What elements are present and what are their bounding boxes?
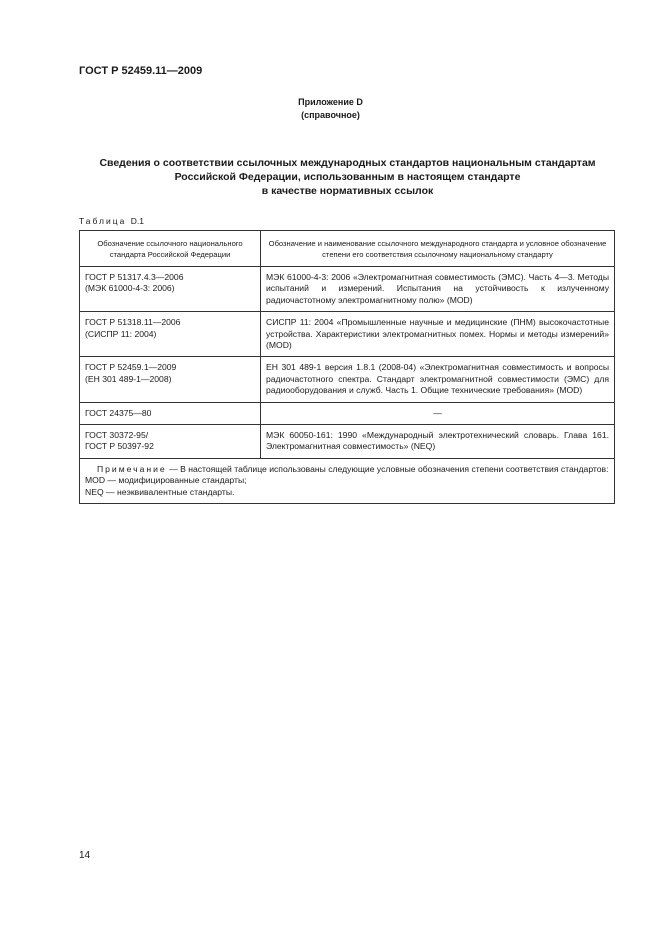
annex-heading bbox=[0, 96, 661, 122]
national-equivalent: (МЭК 61000-4-3: 2006) bbox=[85, 283, 175, 294]
national-code: ГОСТ 24375—80 bbox=[85, 407, 152, 418]
note-text: — В настоящей таблице использованы следующие условные обозначения степени соответствия стандартов: bbox=[166, 463, 609, 474]
cell-national bbox=[80, 357, 261, 402]
section-title bbox=[80, 156, 615, 198]
national-code: ГОСТ Р 51318.11—2006 bbox=[85, 317, 181, 328]
page-number: 14 bbox=[79, 850, 91, 861]
table-row bbox=[80, 357, 615, 402]
table-header-row bbox=[80, 231, 615, 267]
annex-subtitle: (справочное) bbox=[301, 110, 360, 120]
national-code: ГОСТ 30372-95/ bbox=[85, 430, 149, 441]
cell-national bbox=[80, 402, 261, 424]
annex-title: Приложение D bbox=[298, 97, 363, 107]
cell-international: МЭК 61000-4-3: 2006 «Электромагнитная совместимость (ЭМС). Часть 4—3. Методы испытаний и измерений. Испытания на устойчивость к излученному радиочастотному электромагнитному полю» (MOD) bbox=[261, 267, 615, 312]
title-line-3: в качестве нормативных ссылок bbox=[261, 185, 434, 197]
table-caption-number: D.1 bbox=[130, 216, 144, 226]
national-equivalent: (СИСПР 11: 2004) bbox=[85, 328, 157, 339]
national-code: ГОСТ Р 51317.4.3—2006 bbox=[85, 272, 184, 282]
table-note-row bbox=[80, 458, 615, 503]
cell-international: — bbox=[261, 402, 615, 424]
note-intro bbox=[85, 464, 609, 475]
national-equivalent: ГОСТ Р 50397-92 bbox=[85, 441, 154, 452]
cell-international: СИСПР 11: 2004 «Промышленные научные и медицинские (ПНМ) высокочастотные устройства. Характеристики электромагнитных помех. Нормы и методы измерений» (MOD) bbox=[261, 312, 615, 357]
cell-national bbox=[80, 267, 261, 312]
note-label: Примечание bbox=[96, 463, 167, 474]
cell-national bbox=[80, 425, 261, 459]
cell-international: МЭК 60050-161: 1990 «Международный электротехнический словарь. Глава 161. Электромагнитная совместимость» (NEQ) bbox=[261, 425, 615, 459]
national-equivalent: (ЕН 301 489-1—2008) bbox=[85, 373, 172, 384]
table-row bbox=[80, 267, 615, 312]
note-neq: NEQ — неэквивалентные стандарты. bbox=[85, 486, 235, 497]
document-code: ГОСТ Р 52459.11—2009 bbox=[79, 65, 203, 77]
header-international: Обозначение и наименование ссылочного международного стандарта и условное обозначение степени его соответствия ссылочному национальному стандарту bbox=[261, 231, 615, 267]
note-mod: MOD — модифицированные стандарты; bbox=[85, 475, 247, 486]
title-line-2: Российской Федерации, использованным в настоящем стандарте bbox=[174, 171, 521, 183]
table-row bbox=[80, 402, 615, 424]
table-note bbox=[80, 458, 615, 503]
table-row bbox=[80, 312, 615, 357]
table-caption-word: Таблица bbox=[79, 216, 127, 226]
title-line-1: Сведения о соответствии ссылочных международных стандартов национальным стандартам bbox=[99, 157, 596, 169]
header-national: Обозначение ссылочного национального стандарта Российской Федерации bbox=[80, 231, 261, 267]
table-caption bbox=[79, 216, 144, 226]
table-row bbox=[80, 425, 615, 459]
cell-international: ЕН 301 489-1 версия 1.8.1 (2008-04) «Электромагнитная совместимость и вопросы радиочастотного спектра. Стандарт электромагнитной совместимости (ЭМС) для радиооборудования и служб. Часть 1. Общие технические требования» (MOD) bbox=[261, 357, 615, 402]
standards-table bbox=[79, 230, 615, 504]
cell-national bbox=[80, 312, 261, 357]
national-code: ГОСТ Р 52459.1—2009 bbox=[85, 362, 177, 373]
